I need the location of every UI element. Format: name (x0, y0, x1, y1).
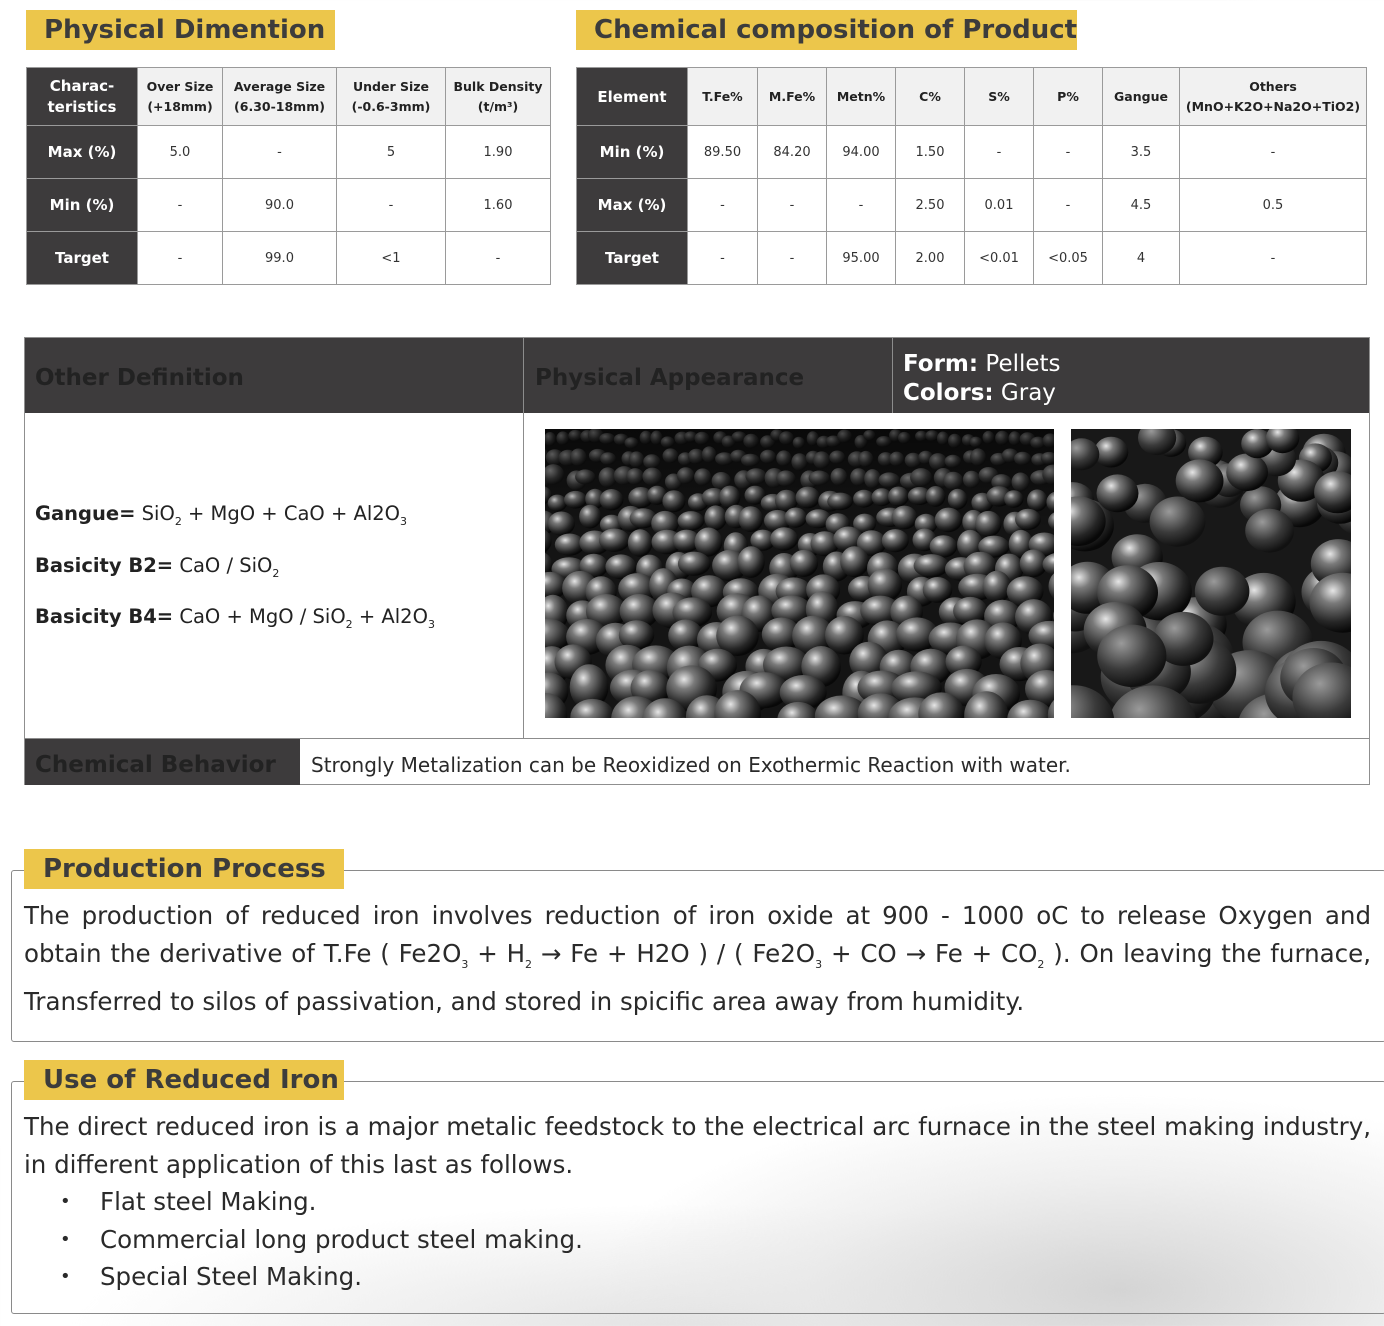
header-over-size: Over Size (+18mm) (138, 68, 223, 126)
use-bullet-list (60, 1183, 583, 1296)
row-label: Max (%) (27, 126, 138, 179)
table-cell: - (337, 179, 446, 232)
formula-part: SiO (141, 502, 175, 525)
formula-sub: 2 (272, 566, 280, 580)
process-text-part: → Fe + H2O ) / ( Fe2O (532, 938, 816, 968)
table-cell: 4 (1103, 232, 1180, 285)
header-average-size: Average Size (6.30-18mm) (223, 68, 337, 126)
form-value: Pellets (985, 351, 1061, 377)
table-cell: 94.00 (827, 126, 896, 179)
table-cell: 95.00 (827, 232, 896, 285)
chemical-behavior-title: Chemical Behavior (35, 752, 276, 778)
body-divider (523, 413, 524, 739)
table-cell: 1.90 (446, 126, 551, 179)
table-cell: - (758, 232, 827, 285)
production-process-title: Production Process (24, 849, 344, 889)
header-metn: Metn% (827, 68, 896, 126)
table-row (577, 232, 1367, 285)
process-sub: 2 (1037, 957, 1045, 971)
chemical-composition-title: Chemical composition of Product (576, 10, 1077, 50)
table-cell: - (827, 179, 896, 232)
formula-sub: 2 (345, 617, 353, 631)
table-cell: - (138, 179, 223, 232)
pellets-photo-closeup (1071, 429, 1351, 718)
basicity-b2-formula (35, 554, 279, 580)
table-cell: 2.00 (896, 232, 965, 285)
table-row (577, 126, 1367, 179)
physical-appearance-title: Physical Appearance (535, 365, 805, 391)
use-of-reduced-iron-title: Use of Reduced Iron (24, 1060, 344, 1100)
formula-sub: 3 (400, 514, 408, 528)
pellets-photo-wide (545, 429, 1054, 718)
row-label: Target (577, 232, 688, 285)
pellets-photo-closeup-image (1071, 429, 1351, 718)
header-others: Others (MnO+K2O+Na2O+TiO2) (1180, 68, 1367, 126)
table-cell: <1 (337, 232, 446, 285)
list-item: • Special Steel Making. (60, 1258, 583, 1296)
table-cell: 4.5 (1103, 179, 1180, 232)
table-cell: - (758, 179, 827, 232)
header-characteristics: Charac- teristics (27, 68, 138, 126)
table-cell: 89.50 (688, 126, 758, 179)
definition-block (24, 337, 1370, 785)
physical-dimension-table (26, 67, 551, 285)
process-text-part: The production of reduced iron involves reduction of iron oxide at 900 - 1000 oC to release Oxygen and obtain the derivative of T.Fe ( Fe2O (24, 901, 1371, 968)
colors-value: Gray (1000, 380, 1056, 406)
list-item: • Flat steel Making. (60, 1183, 583, 1221)
table-header-row (577, 68, 1367, 126)
table-header-row (27, 68, 551, 126)
row-label: Min (%) (577, 126, 688, 179)
b4-label: Basicity B4= (35, 605, 174, 628)
header-tfe: T.Fe% (688, 68, 758, 126)
chemical-behavior-text: Strongly Metalization can be Reoxidized on Exothermic Reaction with water. (311, 753, 1071, 777)
table-cell: 1.50 (896, 126, 965, 179)
header-under-size: Under Size (-0.6-3mm) (337, 68, 446, 126)
header-phosphorus: P% (1034, 68, 1103, 126)
table-cell: <0.01 (965, 232, 1034, 285)
table-row (577, 179, 1367, 232)
table-cell: 0.5 (1180, 179, 1367, 232)
process-text-part: ). On leaving the furnace, Transferred to silos of passivation, and stored in spicific area away from humidity. (24, 938, 1371, 1016)
header-carbon: C% (896, 68, 965, 126)
table-cell: 99.0 (223, 232, 337, 285)
table-cell: 0.01 (965, 179, 1034, 232)
header-sulfur: S% (965, 68, 1034, 126)
table-cell: - (688, 179, 758, 232)
formula-part: CaO + MgO / SiO (179, 605, 346, 628)
header-divider (892, 338, 893, 413)
formula-part: CaO / SiO (179, 554, 273, 577)
header-gangue: Gangue (1103, 68, 1180, 126)
table-cell: <0.05 (1034, 232, 1103, 285)
header-mfe: M.Fe% (758, 68, 827, 126)
process-text-part: + CO → Fe + CO (822, 938, 1038, 968)
table-cell: - (1180, 126, 1367, 179)
chemical-composition-table (576, 67, 1367, 285)
physical-dimension-title: Physical Dimention (26, 10, 335, 50)
header-divider (523, 338, 524, 413)
gangue-formula (35, 502, 407, 528)
table-row (27, 126, 551, 179)
basicity-b4-formula (35, 605, 435, 631)
use-intro-text: The direct reduced iron is a major metalic feedstock to the electrical arc furnace in the steel making industry, in different application of this last as follows. (24, 1112, 1371, 1179)
process-sub: 3 (461, 957, 469, 971)
process-sub: 2 (525, 957, 533, 971)
table-cell: - (965, 126, 1034, 179)
b2-label: Basicity B2= (35, 554, 174, 577)
table-cell: - (446, 232, 551, 285)
list-item: • Commercial long product steel making. (60, 1221, 583, 1259)
process-text-part: + H (468, 938, 526, 968)
header-element: Element (577, 68, 688, 126)
table-cell: 2.50 (896, 179, 965, 232)
table-cell: 84.20 (758, 126, 827, 179)
table-cell: - (1034, 179, 1103, 232)
process-sub: 3 (815, 957, 823, 971)
form-label: Form: (903, 351, 979, 377)
table-cell: - (1180, 232, 1367, 285)
colors-line (903, 379, 1056, 408)
gangue-label: Gangue= (35, 502, 136, 525)
formula-sub: 3 (427, 617, 435, 631)
colors-label: Colors: (903, 380, 994, 406)
row-label: Target (27, 232, 138, 285)
row-label: Min (%) (27, 179, 138, 232)
table-row (27, 232, 551, 285)
table-cell: - (688, 232, 758, 285)
formula-part: + Al2O (358, 605, 428, 628)
table-cell: 5 (337, 126, 446, 179)
other-definition-title: Other Definition (35, 365, 244, 391)
table-cell: - (223, 126, 337, 179)
table-cell: 5.0 (138, 126, 223, 179)
table-cell: - (1034, 126, 1103, 179)
row-label: Max (%) (577, 179, 688, 232)
table-cell: 1.60 (446, 179, 551, 232)
table-row (27, 179, 551, 232)
table-cell: - (138, 232, 223, 285)
formula-sub: 2 (174, 514, 182, 528)
formula-part: + MgO + CaO + Al2O (188, 502, 401, 525)
table-cell: 90.0 (223, 179, 337, 232)
pellets-photo-wide-image (545, 429, 1054, 718)
form-line (903, 350, 1061, 379)
header-bulk-density: Bulk Density (t/m³) (446, 68, 551, 126)
production-process-text (24, 897, 1371, 1020)
table-cell: 3.5 (1103, 126, 1180, 179)
